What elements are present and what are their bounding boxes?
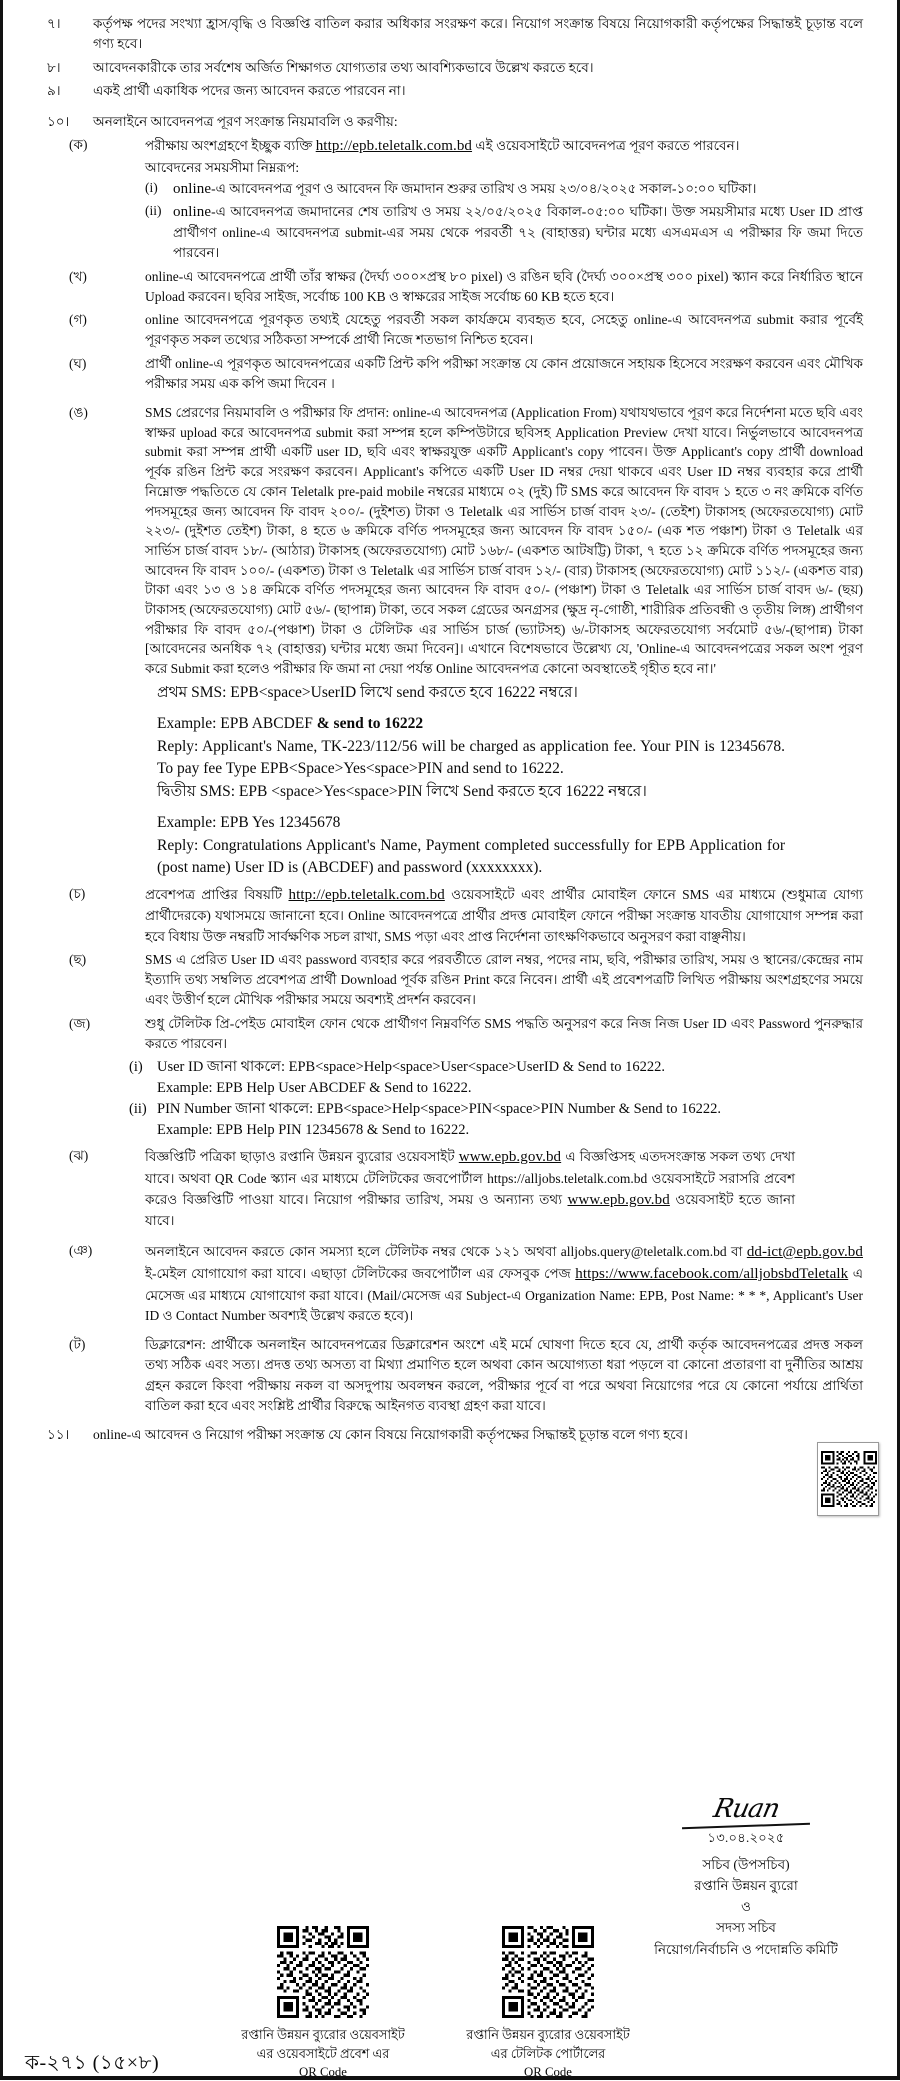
clause-10-item-ta <box>17 1335 881 1416</box>
item-marker-ta: (ট) <box>69 1337 86 1353</box>
clause-10-heading-row <box>17 112 881 132</box>
clause-10-item-chha <box>17 950 881 1011</box>
clause-text: আবেদনকারীকে তার সর্বশেষ অর্জিত শিক্ষাগত যোগ্যতার তথ্য আবশ্যিকভাবে উল্লেখ করতে হবে। <box>93 59 594 75</box>
item-kha-text: online-এ আবেদনপত্রে প্রার্থী তাঁর স্বাক্ষর (দৈর্ঘ্য ৩০০×প্রস্থ ৮০ pixel) ও রঙিন ছবি (দৈর্ঘ্য ৩০০×প্রস্থ ৩০০ pixel) স্ক্যান করে নির্ধারিত স্থানে Upload করবেন। ছবির সাইজ, সর্বোচ্চ 100 KB ও স্বাক্ষরের সাইজ সর্বোচ্চ 60 KB হতে হবে। <box>145 268 863 304</box>
clause-number: ৮। <box>47 59 61 75</box>
example-value-1: EPB ABCDEF <box>220 714 313 732</box>
designation-line: সচিব (উপসচিব) <box>702 1856 790 1872</box>
item-nga-text-post: এ মেসেজ এর মাধ্যমে যোগাযোগ করা যাবে। (Mail/মেসেজ এর Subject-এ Organization Name: EPB, Post Name: * * *, Applicant's User ID ও Contact Number অবশ্যই উল্লেখ করতে হবে)। <box>145 1266 863 1323</box>
recovery-item-i-example: Example: EPB Help User ABCDEF & Send to 16222. <box>157 1080 472 1097</box>
dd-ict-email-link[interactable]: dd-ict@epb.gov.bd <box>746 1243 863 1260</box>
inline-qr-code-box <box>817 1442 879 1516</box>
item-marker-cha: (চ) <box>69 885 86 901</box>
clause-10-item-ja <box>17 1014 881 1055</box>
item-marker-uo: (ঙ) <box>69 405 88 420</box>
item-jha-text-pre: বিজ্ঞপ্তিটি পত্রিকা ছাড়াও রপ্তানি উন্নয়ন ব্যুরোর ওয়েবসাইট <box>145 1149 459 1165</box>
item-ka-line1-post: এই ওয়েবসাইটে আবেদনপত্র পূরণ করতে পারবেন। <box>472 138 740 154</box>
sms-reply-1: Reply: Applicant's Name, TK-223/112/56 will be charged as application fee. Your PIN is 12345678. To pay fee Type EPB<Space>Yes<space>PIN and send to 16222. <box>157 737 785 777</box>
clause-text: কর্তৃপক্ষ পদের সংখ্যা হ্রাস/বৃদ্ধি ও বিজ্ঞপ্তি বাতিল করার অধিকার সংরক্ষণ করে। নিয়োগ সংক্রান্ত বিষয়ে নিয়োগকারী কর্তৃপক্ষের সিদ্ধান্তই চূড়ান্ত বলে গণ্য হবে। <box>93 16 863 52</box>
recovery-item-i-text: User ID জানা থাকলে: EPB<space>Help<space>User<space>UserID & Send to 16222. <box>157 1059 666 1076</box>
signature-scribble: Ruan <box>710 1794 782 1824</box>
item-ga-text: online আবেদনপত্রে পূরণকৃত তথ্যই যেহেতু পরবর্তী সকল কার্যক্রমে ব্যবহৃত হবে, সেহেতু online-এ আবেদনপত্র submit করার পূর্বেই পূরণকৃত সকল তথ্যের সঠিকতা সম্পর্কে প্রার্থী নিজে শতভাগ নিশ্চিত হবেন। <box>145 312 863 348</box>
example-label-1: Example: <box>157 714 217 732</box>
item-nga-text-mid: ই-মেইল যোগাযোগ করা যাবে। এছাড়া টেলিটকের জবপোর্টাল এর ফেসবুক পেজ <box>145 1266 576 1282</box>
example-value-2: EPB Yes 12345678 <box>220 813 341 831</box>
sub-ii-text: -এ আবেদনপত্র জমাদানের শেষ তারিখ ও সময় ২২/০৫/২০২৫ বিকাল-০৫:০০ ঘটিকা। উক্ত সময়সীমার মধ্যে User ID প্রাপ্ত প্রার্থীগণ online-এ আবেদনপত্র submit-এর সময় থেকে পরবর্তী ৭২ (বাহাত্তর) ঘন্টার মধ্যে এসএমএস এ পরীক্ষার ফি জমা দিতে পারবেন। <box>173 203 863 261</box>
sub-i-text: -এ আবেদনপত্র পূরণ ও আবেদন ফি জমাদান শুরুর তারিখ ও সময় ২৩/০৪/২০২৫ সকাল-১০:০০ ঘটিকা। <box>211 181 757 196</box>
item-ka-line1 <box>145 135 863 158</box>
designation-line: ও <box>741 1899 751 1914</box>
sms-example-2 <box>157 812 785 834</box>
item-uo-text: SMS প্রেরণের নিয়মাবলি ও পরীক্ষার ফি প্রদান: online-এ আবেদনপত্র (Application From) যথাযথভাবে পূরণ করে নির্দেশনা মতে ছবি এবং স্বাক্ষর upload করে আবেদনপত্র submit করা সম্পন্ন হলে কম্পিউটারে ছবিসহ Application Preview দেখা যাবে। নির্ভুলভাবে আবেদনপত্র submit করা সম্পন্ন প্রার্থী একটি user ID, ছবি এবং স্বাক্ষরযুক্ত একটি Applicant's copy পাবেন। উক্ত Applicant's copy প্রার্থী download পূর্বক রঙিন প্রিন্ট করে সংরক্ষণ করবেন। Applicant's কপিতে একটি User ID নম্বর দেয়া থাকবে এবং User ID নম্বর ব্যবহার করে প্রার্থী নিম্নোক্ত পদ্ধতিতে যে কোন Teletalk pre-paid mobile নম্বরের মাধ্যমে ০২ (দুই) টি SMS করে আবেদন ফি বাবদ ১ হতে ৩ নং ক্রমিকে বর্ণিত পদসমূহের জন্য আবেদন ফি বাবদ ২০০/- (দুইশত) টাকা ও Teletalk এর সার্ভিস চার্জ বাবদ ২৩/- (তেইশ) টাকাসহ (অফেরতযোগ্য) মোট ২২৩/- (দুইশত তেইশ) টাকা, ৪ হতে ৬ ক্রমিকে বর্ণিত পদসমূহের জন্য আবেদন ফি বাবদ ১৫০/- (এক শত পঞ্চাশ) টাকা ও Teletalk এর সার্ভিস চার্জ বাবদ ১৮/- (আঠার) টাকাসহ (অফেরতযোগ্য) মোট ১৬৮/- (একশত আটষট্টি) টাকা, ৭ হতে ১২ ক্রমিকে বর্ণিত পদসমূহের জন্য আবেদন ফি বাবদ ১০০/- (একশত) টাকা ও Teletalk এর সার্ভিস চার্জ বাবদ ১২/- (বার) টাকাসহ (অফেরতযোগ্য) মোট ১১২/- (একশত বার) টাকা এবং ১৩ ও ১৪ ক্রমিকে বর্ণিত পদসমূহের জন্য আবেদন ফি বাবদ ৫০/- (পঞ্চাশ) টাকা ও Teletalk এর সার্ভিস চার্জ বাবদ ৬/- (ছয়) টাকাসহ (অফেরতযোগ্য) মোট ৫৬/- (ছাপান্ন) টাকা, তবে সকল গ্রেডের অনগ্রসর (ক্ষুদ্র নৃ-গোষ্ঠী, শারীরিক প্রতিবন্ধী ও তৃতীয় লিঙ্গ) প্রার্থীগণ পরীক্ষার ফি বাবদ ৫০/-(পঞ্চাশ) টাকা ও টেলিটক এর সার্ভিস চার্জ (ভ্যাটসহ) ৬/-টাকাসহ অফেরতযোগ্য সর্বমোট ৫৬/-(ছাপান্ন) টাকা [আবেদনের অনধিক ৭২ (বাহাত্তর) ঘন্টার মধ্যে জমা দিবেন]। এখানে বিশেষভাবে উল্লেখ্য যে, 'Online-এ আবেদনপত্রের সকল অংশ পূরণ করে Submit করা হলেও পরীক্ষার ফি জমা না দেয়া পর্যন্ত Online আবেদনপত্র কোনো অবস্থাতেই গৃহীত হবে না।' <box>145 405 863 677</box>
password-recovery-sms-list <box>129 1057 791 1141</box>
clause-10-item-cha <box>17 884 881 947</box>
item-marker-chha: (ছ) <box>69 951 87 967</box>
item-ja-text: শুধু টেলিটক প্রি-পেইড মোবাইল ফোন থেকে প্রার্থীগণ নিম্নবর্ণিত SMS পদ্ধতি অনুসরণ করে নিজ নিজ User ID এবং Password পুনরুদ্ধার করতে পারবেন। <box>145 1015 863 1051</box>
sms-example-1 <box>157 713 785 735</box>
item-ta-text: ডিক্লারেশন: প্রার্থীকে অনলাইন আবেদনপত্রের ডিক্লারেশন অংশে এই মর্মে ঘোষণা দিতে হবে যে, প্রার্থী কর্তৃক আবেদনপত্রের প্রদত্ত সকল তথ্য সঠিক এবং সত্য। প্রদত্ত তথ্য অসত্য বা মিথ্যা প্রমাণিত হলে অথবা কোন অযোগ্যতা ধরা পড়লে বা কোনো প্রতারণা বা দুর্নীতির আশ্রয় গ্রহন করলে কিংবা পরীক্ষায় নকল বা অসদুপায় অবলম্বন করলে, পরীক্ষার পূর্বে বা পরে অথবা নিয়োগের পরে যে কোনো পর্যায়ে প্রার্থিতা বাতিল করা হবে এবং সংশ্লিষ্ট প্রার্থীর বিরুদ্ধে আইনগত ব্যবস্থা গ্রহণ করা যাবে। <box>145 1337 863 1413</box>
qr-caption-line: QR Code <box>524 2064 572 2079</box>
qr-caption-line: রপ্তানি উন্নয়ন ব্যুরোর ওয়েবসাইট <box>241 2028 405 2043</box>
recovery-item-ii-text: PIN Number জানা থাকলে: EPB<space>Help<space>PIN<space>PIN Number & Send to 16222. <box>157 1101 722 1118</box>
qr-code-website-icon <box>277 1926 369 2018</box>
clause-11-text: online-এ আবেদন ও নিয়োগ পরীক্ষা সংক্রান্ত যে কোন বিষয়ে নিয়োগকারী কর্তৃপক্ষের সিদ্ধান্তই চূড়ান্ত বলে গণ্য হবে। <box>93 1427 688 1443</box>
clause-number: ৯। <box>47 82 61 98</box>
recovery-item-ii-example: Example: EPB Help PIN 12345678 & Send to 16222. <box>157 1122 470 1139</box>
item-jha-text-mid: এ বিজ্ঞপ্তিসহ এতদসংক্রান্ত সকল তথ্য দেখা যাবে। অথবা QR Code স্ক্যান এর মাধ্যমে টেলিটকের জবপোর্টাল https://alljobs.teletalk.com.bd ওয়েবসাইটে সরাসরি প্রবেশ করেও বিজ্ঞপ্তিটি পাওয়া যাবে। নিয়োগ পরীক্ষার তারিখ, সময় ও অন্যান্য তথ্য <box>145 1149 795 1207</box>
clause-10-item-nga <box>17 1241 881 1327</box>
designation-line: রপ্তানি উন্নয়ন ব্যুরো <box>694 1877 798 1893</box>
signature-date: ১৩.০৪.২০২৫ <box>707 1830 785 1845</box>
second-sms-instruction: দ্বিতীয় SMS: EPB <space>Yes<space>PIN লিখে Send করতে হবে 16222 নম্বরে। <box>157 782 647 800</box>
recovery-item-ii <box>129 1099 791 1120</box>
recovery-item-i <box>129 1057 791 1078</box>
signature-block <box>621 1790 871 1961</box>
sub-marker-ii: (ii) <box>129 1101 147 1118</box>
clause-row <box>17 14 881 55</box>
item-marker-ja: (জ) <box>69 1015 91 1031</box>
item-marker-nga: (ঞ) <box>69 1242 93 1258</box>
item-ka-sub-i <box>145 178 863 201</box>
sub-marker-i: (i) <box>145 180 158 195</box>
sms-reply-2: Reply: Congratulations Applicant's Name, Payment completed successfully for EPB Application for (post name) User ID is (ABCDEF) and password (xxxxxxxx). <box>157 836 785 876</box>
sub-marker-ii: (ii) <box>145 202 162 218</box>
first-sms-instruction: প্রথম SMS: EPB<space>UserID লিখে send করতে হবে 16222 নম্বরে। <box>157 683 578 701</box>
item-marker-jha: (ঝ) <box>69 1148 89 1164</box>
document-footer <box>3 1794 900 2080</box>
epb-gov-url-link[interactable]: www.epb.gov.bd <box>458 1149 562 1166</box>
epb-gov-url-link[interactable]: www.epb.gov.bd <box>567 1191 670 1208</box>
signatory-designation <box>621 1855 871 1960</box>
clause-number: ১০। <box>47 114 70 129</box>
item-chha-text: SMS এ প্রেরিত User ID এবং password ব্যবহার করে পরবর্তীতে রোল নম্বর, পদের নাম, ছবি, পরীক্ষার তারিখ, সময় ও স্থানের/কেন্দ্রের নাম ইত্যাদি তথ্য সম্বলিত প্রবেশপত্র প্রার্থী Download পূর্বক রঙিন Print করে নিবেন। প্রার্থী এই প্রবেশপত্রটি লিখিত পরীক্ষায় অংশগ্রহণের সময়ে এবং উত্তীর্ণ হলে মৌখিক পরীক্ষার সময়ে অবশ্যই প্রদর্শন করবেন। <box>145 951 863 1008</box>
item-cha-text-pre: প্রবেশপত্র প্রাপ্তির বিষয়টি <box>145 886 289 902</box>
clause-number: ১১। <box>47 1427 70 1443</box>
qr-caption-line: এর টেলিটক পোর্টালের <box>490 2046 606 2061</box>
designation-line: নিয়োগ/নির্বাচনি ও পদোন্নতি কমিটি <box>654 1941 838 1957</box>
facebook-page-link[interactable]: https://www.facebook.com/alljobsbdTeletalk <box>575 1266 849 1283</box>
item-cha-text-post: ওয়েবসাইটে এবং প্রার্থীর মোবাইল ফোনে SMS এর মাধ্যমে (শুধুমাত্র যোগ্য প্রার্থীদেরকে) যথাসময়ে জানানো হবে। Online আবেদনপত্রে প্রার্থীর প্রদত্ত মোবাইল ফোনে পরীক্ষা সংক্রান্ত যাবতীয় যোগাযোগ সম্পন্ন করা হবে বিধায় উক্ত নম্বরটি সার্বক্ষণিক সচল রাখা, SMS পড়া এবং প্রাপ্ত নির্দেশনা তাৎক্ষণিকভাবে অনুসরণ করা বাঞ্ছনীয়। <box>145 886 863 944</box>
designation-line: সদস্য সচিব <box>716 1920 776 1936</box>
clause-10-item-kha <box>17 267 881 308</box>
example-label-2: Example: <box>157 813 217 831</box>
item-ka-sub-ii <box>145 201 863 264</box>
clause-10-item-ga <box>17 310 881 351</box>
clause-10-item-jha <box>17 1146 881 1232</box>
clause-11-row <box>17 1425 881 1445</box>
item-marker-ga: (গ) <box>69 312 87 327</box>
item-gha-text: প্রার্থী online-এ পূরণকৃত আবেদনপত্রের একটি প্রিন্ট কপি পরীক্ষা সংক্রান্ত যে কোন প্রয়োজনে সহায়ক হিসেবে সংরক্ষণ করবেন এবং মৌখিক পরীক্ষার সময় এক কপি জমা দিবেন । <box>145 355 863 391</box>
item-marker-ka: (ক) <box>69 137 88 153</box>
clause-10-heading: অনলাইনে আবেদনপত্র পূরণ সংক্রান্ত নিয়মাবলি ও করণীয়: <box>93 114 398 129</box>
item-ka-line1-pre: পরীক্ষায় অংশগ্রহণে ইচ্ছুক ব্যক্তি <box>145 138 316 154</box>
example-send-1: & send to 16222 <box>316 714 424 732</box>
qr-code-teletalk-icon <box>502 1926 594 2018</box>
sub-marker-i: (i) <box>129 1059 143 1076</box>
item-nga-text-pre: অনলাইনে আবেদন করতে কোন সমস্যা হলে টেলিটক নম্বর থেকে ১২১ অথবা alljobs.query@teletalk.com.bd বা <box>145 1243 747 1259</box>
clause-text: একই প্রার্থী একাধিক পদের জন্য আবেদন করতে পারবেন না। <box>93 82 406 98</box>
qr-caption-line: রপ্তানি উন্নয়ন ব্যুরোর ওয়েবসাইট <box>466 2028 630 2043</box>
clause-10-item-uo <box>17 403 881 679</box>
item-marker-gha: (ঘ) <box>69 355 87 371</box>
item-ka-line2: আবেদনের সময়সীমা নিম্নরূপ: <box>145 159 300 175</box>
qr-caption-line: QR Code <box>299 2064 347 2079</box>
sms-instruction-block <box>157 682 785 879</box>
clause-10-item-gha <box>17 354 881 395</box>
footer-qr-block-teletalk <box>443 1926 653 2081</box>
item-marker-kha: (খ) <box>69 268 87 284</box>
clause-row <box>17 81 881 101</box>
online-keyword: online <box>173 181 212 197</box>
epb-teletalk-url-link[interactable]: http://epb.teletalk.com.bd <box>315 138 473 155</box>
clause-row <box>17 58 881 78</box>
footer-qr-block-website <box>218 1926 428 2081</box>
item-jha-text-post: ওয়েবসাইট হতে জানা যাবে। <box>145 1191 795 1229</box>
clause-10-item-ka <box>17 135 881 263</box>
qr-code-icon <box>821 1446 877 1512</box>
qr-caption-line: এর ওয়েবসাইটে প্রবেশ এর <box>256 2046 390 2061</box>
clause-number: ৭। <box>47 16 61 31</box>
document-serial-code: ক-২৭১ (১৫×৮) <box>25 2052 160 2074</box>
epb-teletalk-url-link[interactable]: http://epb.teletalk.com.bd <box>288 886 445 903</box>
online-keyword: online <box>173 203 212 220</box>
